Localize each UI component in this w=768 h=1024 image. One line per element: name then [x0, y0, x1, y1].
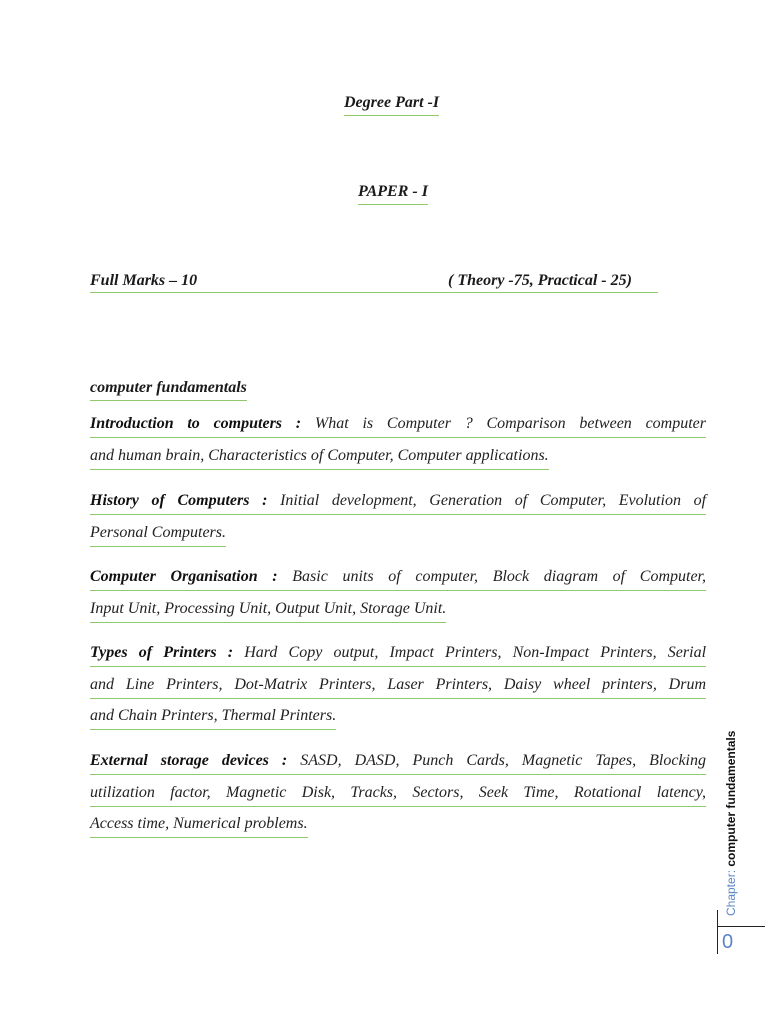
- section-text: Access time, Numerical problems.: [90, 811, 308, 838]
- section-label: History of Computers :: [90, 492, 268, 509]
- section-text: Input Unit, Processing Unit, Output Unit, Storage Unit.: [90, 596, 446, 623]
- section-text: Basic units of computer, Block diagram of Computer,: [292, 568, 706, 585]
- chapter-side-label: [718, 720, 744, 916]
- section-text: and Line Printers, Dot-Matrix Printers, Laser Printers, Daisy wheel printers, Drum: [90, 672, 706, 699]
- degree-heading: Degree Part -I: [344, 93, 439, 116]
- section-label: Introduction to computers :: [90, 415, 302, 432]
- subject-heading: computer fundamentals: [90, 378, 247, 401]
- paper-heading: PAPER - I: [358, 182, 428, 205]
- section-organisation: [90, 564, 706, 627]
- full-marks-text: Full Marks – 10: [90, 272, 198, 289]
- section-storage: [90, 748, 706, 843]
- footer-vertical-rule: [717, 910, 718, 954]
- footer-horizontal-rule: [717, 926, 765, 927]
- section-printers: [90, 640, 706, 735]
- section-label: External storage devices :: [90, 752, 288, 769]
- section-text: What is Computer ? Comparison between computer: [314, 415, 707, 432]
- section-text: Hard Copy output, Impact Printers, Non-Impact Printers, Serial: [244, 644, 707, 661]
- section-label: Types of Printers :: [90, 644, 234, 661]
- chapter-title: computer fundamentals: [724, 730, 738, 867]
- section-text: and Chain Printers, Thermal Printers.: [90, 703, 336, 730]
- section-text: SASD, DASD, Punch Cards, Magnetic Tapes, Blocking: [300, 752, 706, 769]
- chapter-word: Chapter:: [724, 869, 738, 916]
- section-history: [90, 488, 706, 551]
- section-text: utilization factor, Magnetic Disk, Tracks, Sectors, Seek Time, Rotational latency,: [90, 780, 706, 807]
- section-introduction: [90, 411, 706, 474]
- marks-split-text: ( Theory -75, Practical - 25): [448, 272, 632, 289]
- page-number: 0: [722, 931, 734, 953]
- section-text: Personal Computers.: [90, 520, 226, 547]
- section-label: Computer Organisation :: [90, 568, 278, 585]
- section-text: and human brain, Characteristics of Computer, Computer applications.: [90, 443, 549, 470]
- section-text: Initial development, Generation of Computer, Evolution of: [280, 492, 707, 509]
